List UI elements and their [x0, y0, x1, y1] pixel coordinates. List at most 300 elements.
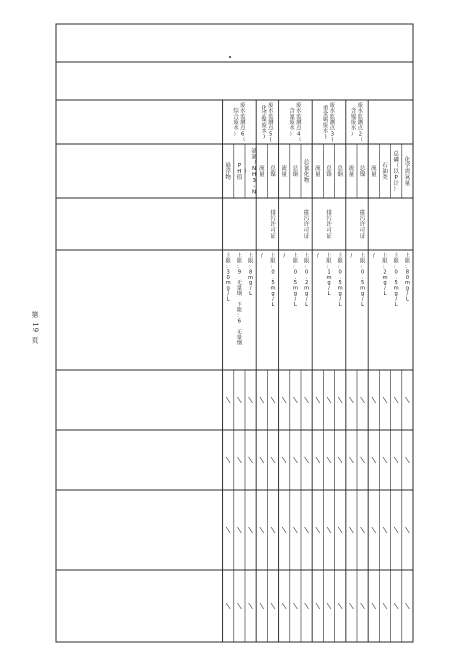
- cell-char: 废: [240, 102, 246, 109]
- cell-char: 废: [357, 102, 364, 109]
- cell-char: 0: [405, 274, 410, 281]
- item-text: [304, 158, 310, 184]
- limit-text: [360, 251, 366, 308]
- cell-char: 2: [383, 269, 387, 276]
- dash-mark: [349, 527, 353, 533]
- cell-char: ）: [244, 169, 250, 176]
- dash-mark: [405, 603, 409, 609]
- dash-mark: [394, 603, 398, 609]
- cell-char: 水: [233, 125, 239, 132]
- cell-char: 证: [326, 233, 332, 240]
- dash-mark: [249, 457, 253, 463]
- cell-char: 流: [258, 166, 265, 173]
- dash-mark: [282, 457, 286, 463]
- dash-mark: [405, 527, 409, 533]
- cell-char: 磷: [393, 157, 400, 164]
- dash-mark: [226, 457, 230, 463]
- cell-char: 0: [304, 269, 309, 276]
- cell-char: （: [296, 136, 302, 143]
- cell-char: /: [372, 252, 375, 259]
- cell-char: 学: [261, 111, 267, 118]
- cell-char: 3: [252, 177, 256, 184]
- item-text: [360, 164, 366, 178]
- dash-mark: [226, 397, 230, 403]
- dash-mark: [271, 397, 275, 403]
- cell-char: /: [384, 285, 386, 292]
- cell-char: 废: [289, 119, 295, 126]
- basis-text: [270, 208, 276, 240]
- cell-char: ）: [289, 131, 295, 138]
- cell-char: 8: [405, 269, 410, 276]
- cell-char: 总: [303, 160, 310, 167]
- cell-char: ：: [247, 263, 254, 270]
- dash-mark: [349, 603, 353, 609]
- cell-char: 水: [240, 108, 246, 115]
- cell-char: 以: [393, 169, 400, 176]
- cell-char: 物: [225, 174, 232, 181]
- cell-char: 类: [382, 174, 388, 181]
- cell-char: 9: [237, 269, 242, 276]
- dash-mark: [372, 457, 376, 463]
- limit-text: [293, 251, 299, 308]
- cell-char: 纲: [236, 291, 243, 298]
- cell-char: 镍: [270, 171, 276, 178]
- group-name-text: [233, 101, 246, 143]
- cell-char: m: [326, 274, 332, 281]
- limit-text: [351, 253, 353, 259]
- dash-mark: [394, 397, 398, 403]
- cell-char: L: [271, 302, 275, 309]
- dash-mark: [361, 603, 365, 609]
- cell-char: ：: [359, 263, 366, 270]
- cell-char: 上: [404, 252, 411, 259]
- cell-char: g: [405, 285, 410, 292]
- cell-char: 废: [322, 122, 329, 129]
- cell-char: 上: [382, 252, 388, 259]
- cell-char: 铜: [337, 171, 344, 178]
- cell-char: 重: [322, 105, 329, 112]
- dash-mark: [361, 397, 365, 403]
- cell-char: 监: [240, 114, 246, 121]
- cell-char: 化: [303, 171, 310, 178]
- cell-char: P: [394, 174, 398, 181]
- dash-mark: [237, 603, 241, 609]
- dash-mark: [327, 397, 331, 403]
- dash-mark: [316, 603, 320, 609]
- cell-char: 值: [236, 174, 243, 181]
- cell-char: H: [251, 171, 257, 178]
- cell-char: 限: [326, 258, 332, 265]
- cell-char: g: [271, 291, 275, 298]
- dash-mark: [383, 603, 387, 609]
- cell-char: m: [304, 285, 310, 292]
- cell-char: 综: [233, 108, 239, 115]
- cell-char: 测: [329, 119, 336, 126]
- cell-char: 3: [330, 131, 335, 138]
- cell-char: m: [292, 285, 298, 292]
- dash-mark: [282, 527, 286, 533]
- limit-text: [394, 251, 400, 308]
- limit-text: [382, 251, 388, 297]
- cell-char: 上: [359, 252, 366, 259]
- cell-char: N: [252, 189, 257, 196]
- cell-char: 量: [370, 171, 377, 178]
- cell-char: .: [305, 274, 308, 281]
- item-text: [371, 164, 377, 178]
- limit-text: [248, 251, 254, 297]
- cell-char: .: [395, 274, 398, 281]
- cell-char: 证: [359, 233, 366, 240]
- cell-char: 5: [394, 280, 398, 287]
- item-text: [315, 164, 321, 178]
- group-name-text: [261, 101, 274, 143]
- cell-char: 总: [359, 166, 366, 173]
- cell-char: ：: [382, 263, 388, 270]
- cell-char: 限: [247, 258, 254, 265]
- item-text: [244, 146, 257, 195]
- cell-char: ：: [236, 312, 243, 319]
- basis-text: [304, 208, 310, 240]
- cell-char: 污: [303, 216, 310, 223]
- cell-char: 测: [268, 119, 274, 126]
- cell-char: 证: [270, 233, 276, 240]
- cell-char: 可: [326, 227, 332, 234]
- dash-mark: [327, 527, 331, 533]
- cell-char: 排: [303, 210, 310, 217]
- cell-char: (: [331, 136, 334, 143]
- cell-char: 水: [329, 108, 336, 115]
- dash-mark: [405, 457, 409, 463]
- cell-char: L: [226, 296, 230, 303]
- cell-char: 限: [303, 258, 310, 265]
- cell-char: 量: [404, 180, 411, 187]
- cell-char: 废: [261, 122, 267, 129]
- cell-char: 总: [393, 151, 400, 158]
- dash-mark: [349, 397, 353, 403]
- cell-char: 流: [281, 166, 288, 173]
- cell-char: 限: [359, 258, 366, 265]
- dash-mark: [282, 397, 286, 403]
- item-text: [259, 164, 265, 178]
- cell-char: 氰: [303, 166, 310, 173]
- cell-char: 废: [233, 119, 239, 126]
- cell-char: 0: [293, 269, 298, 276]
- limit-text: [226, 251, 232, 303]
- cell-char: 0: [226, 274, 230, 281]
- cell-char: ：: [404, 263, 411, 270]
- cell-char: 上: [247, 252, 254, 259]
- cell-char: 6: [241, 131, 245, 138]
- cell-char: 总: [270, 166, 276, 173]
- cell-char: 限: [404, 258, 411, 265]
- cell-char: 流: [314, 166, 321, 173]
- dash-mark: [305, 603, 309, 609]
- dash-mark: [226, 603, 230, 609]
- cell-char: （: [251, 160, 257, 167]
- cell-char: L: [293, 302, 297, 309]
- cell-char: 排: [270, 210, 276, 217]
- cell-char: /: [272, 296, 274, 303]
- cell-char: 金: [322, 111, 329, 118]
- dash-mark: [271, 457, 275, 463]
- dash-mark: [260, 527, 264, 533]
- cell-char: g: [248, 280, 253, 287]
- cell-char: L: [338, 302, 342, 309]
- cell-char: 监: [268, 114, 274, 121]
- cell-char: ：: [337, 263, 343, 270]
- cell-char: ：: [225, 263, 231, 270]
- item-text: [270, 164, 276, 178]
- cell-char: 水: [296, 108, 302, 115]
- item-text: [293, 164, 299, 178]
- cell-char: 0: [338, 269, 342, 276]
- cell-char: 上: [326, 252, 332, 259]
- cell-char: (: [269, 136, 272, 143]
- cell-char: 2: [304, 280, 309, 287]
- dash-mark: [338, 527, 342, 533]
- cell-char: 总: [337, 166, 344, 173]
- cell-char: 点: [329, 125, 336, 132]
- cell-char: 氰: [289, 114, 295, 121]
- limit-text: [283, 253, 285, 259]
- cell-char: 悬: [225, 163, 232, 170]
- cell-char: 上: [270, 252, 276, 259]
- cell-char: 8: [248, 269, 253, 276]
- dash-mark: [293, 603, 297, 609]
- cell-char: 量: [236, 285, 243, 292]
- dash-mark: [271, 603, 275, 609]
- cell-char: 5: [269, 131, 273, 138]
- cell-char: 流: [348, 166, 355, 173]
- cell-char: g: [360, 291, 365, 298]
- cell-char: 限: [236, 307, 243, 314]
- cell-char: P: [237, 163, 242, 170]
- cell-char: 5: [271, 280, 275, 287]
- cell-char: 点: [240, 125, 246, 132]
- cell-char: 5: [338, 280, 342, 287]
- cell-char: L: [249, 291, 253, 298]
- dash-mark: [372, 397, 376, 403]
- cell-char: 排: [359, 210, 366, 217]
- cell-char: m: [393, 285, 399, 292]
- cell-char: 量: [314, 171, 321, 178]
- cell-char: 点: [268, 125, 274, 132]
- dash-mark: [361, 527, 365, 533]
- cell-char: /: [328, 285, 330, 292]
- cell-char: /: [294, 296, 297, 303]
- cell-char: 污: [326, 216, 332, 223]
- dash-mark: [249, 603, 253, 609]
- cell-char: 5: [293, 280, 298, 287]
- cell-char: 水: [357, 108, 364, 115]
- cell-char: 限: [270, 258, 276, 265]
- cell-char: 污: [270, 216, 276, 223]
- cell-char: 许: [303, 222, 310, 229]
- dash-mark: [327, 603, 331, 609]
- dash-mark: [405, 397, 409, 403]
- cell-char: 总: [292, 166, 299, 173]
- cell-char: N: [252, 166, 257, 173]
- cell-char: m: [248, 274, 254, 281]
- dash-mark: [327, 457, 331, 463]
- cell-char: L: [405, 296, 409, 303]
- cell-char: （: [240, 136, 246, 143]
- dash-mark: [226, 527, 230, 533]
- cell-char: L: [305, 302, 309, 309]
- cell-char: （: [393, 163, 400, 170]
- cell-char: 氨: [251, 148, 257, 155]
- cell-char: /: [339, 296, 342, 303]
- cell-char: 限: [292, 258, 299, 265]
- cell-char: 许: [270, 222, 276, 229]
- cell-char: 监: [296, 114, 302, 121]
- item-text: [349, 164, 355, 178]
- dash-mark: [260, 457, 264, 463]
- cell-char: 上: [303, 252, 310, 259]
- cell-char: 监: [357, 114, 364, 121]
- item-text: [382, 162, 388, 181]
- cell-char: 镍: [359, 171, 366, 178]
- page-number: 第 19 页: [31, 311, 39, 345]
- cell-char: /: [406, 291, 409, 298]
- dash-mark: [293, 397, 297, 403]
- cell-char: 许: [359, 222, 366, 229]
- dash-mark: [305, 527, 309, 533]
- cell-char: 水: [322, 128, 329, 135]
- cell-char: /: [350, 252, 353, 259]
- cell-char: 上: [337, 252, 343, 259]
- item-text: [225, 161, 231, 181]
- cell-char: g: [383, 280, 387, 287]
- cell-char: 2: [358, 131, 363, 138]
- cell-char: ): [262, 134, 266, 141]
- dash-mark: [372, 603, 376, 609]
- group-name-text: [289, 101, 302, 143]
- cell-char: ：: [236, 263, 243, 270]
- cell-char: m: [337, 285, 343, 292]
- dash-mark: [293, 457, 297, 463]
- cell-char: 废: [350, 119, 357, 126]
- cell-char: g: [226, 285, 230, 292]
- dash-mark: [338, 603, 342, 609]
- cell-char: 镍: [261, 117, 267, 124]
- cell-char: 点: [357, 125, 364, 132]
- cell-char: .: [272, 274, 274, 281]
- cell-char: 测: [357, 119, 364, 126]
- cell-char: /: [249, 285, 252, 292]
- cell-char: /: [361, 296, 364, 303]
- cell-char: /: [395, 296, 398, 303]
- cell-char: （: [357, 136, 364, 143]
- cell-char: 氧: [404, 174, 411, 181]
- cell-char: 4: [297, 131, 301, 138]
- cell-char: 上: [393, 252, 399, 259]
- limit-text: [317, 253, 319, 259]
- cell-char: 可: [270, 227, 276, 234]
- cell-char: 需: [404, 169, 411, 176]
- dash-mark: [237, 397, 241, 403]
- cell-char: 量: [281, 171, 288, 178]
- dash-mark: [394, 527, 398, 533]
- item-text: [393, 149, 399, 192]
- cell-char: 物: [303, 177, 310, 184]
- dash-mark: [361, 457, 365, 463]
- cell-char: g: [304, 291, 309, 298]
- dash-mark: [338, 397, 342, 403]
- cell-char: 量: [258, 171, 265, 178]
- item-text: [237, 163, 243, 181]
- cell-char: 证: [303, 233, 310, 240]
- cell-char: 水: [289, 125, 295, 132]
- cell-char: /: [227, 291, 230, 298]
- cell-char: 0: [271, 269, 275, 276]
- cell-char: .: [339, 274, 342, 281]
- cell-char: 限: [382, 258, 388, 265]
- cell-char: 0: [360, 269, 365, 276]
- group-name-text: [323, 101, 336, 143]
- cell-char: 流: [370, 166, 377, 173]
- dash-mark: [282, 603, 286, 609]
- cell-char: L: [361, 302, 365, 309]
- cell-char: L: [394, 302, 398, 309]
- cell-char: 废: [329, 102, 336, 109]
- cell-char: 水: [261, 128, 267, 135]
- dash-mark: [316, 397, 320, 403]
- dash-mark: [394, 457, 398, 463]
- cell-char: 无: [236, 329, 243, 336]
- dash-mark: [383, 457, 387, 463]
- cell-char: 上: [236, 252, 243, 259]
- cell-char: ：: [326, 263, 332, 270]
- item-text: [405, 155, 411, 187]
- cell-char: 合: [233, 114, 239, 121]
- item-text: [326, 164, 332, 178]
- cell-char: -: [253, 183, 256, 190]
- cell-char: L: [383, 291, 387, 298]
- cell-char: 石: [382, 163, 388, 170]
- cell-char: 属: [322, 117, 329, 124]
- cell-char: ): [324, 134, 327, 141]
- dash-mark: [293, 527, 297, 533]
- dash-mark: [237, 457, 241, 463]
- cell-char: 污: [359, 216, 366, 223]
- limit-text: [270, 251, 276, 308]
- cell-char: 学: [404, 163, 411, 170]
- cell-char: 0: [394, 269, 398, 276]
- cell-char: 量: [236, 334, 243, 341]
- cell-char: g: [394, 291, 398, 298]
- cell-char: g: [293, 291, 298, 298]
- cell-char: /: [305, 296, 308, 303]
- cell-char: 下: [236, 302, 243, 309]
- cell-char: 水: [350, 125, 357, 132]
- cell-char: ：: [270, 263, 276, 270]
- dash-mark: [305, 397, 309, 403]
- cell-char: 限: [393, 258, 399, 265]
- item-text: [337, 164, 343, 178]
- cell-char: 含: [289, 108, 295, 115]
- cell-char: ：: [393, 263, 399, 270]
- limit-text: [237, 251, 243, 346]
- cell-char: m: [270, 285, 276, 292]
- cell-char: 点: [296, 125, 302, 132]
- group-name-text: [351, 101, 364, 143]
- dash-mark: [349, 457, 353, 463]
- dash-mark: [316, 457, 320, 463]
- cell-char: 铜: [292, 171, 299, 178]
- limit-text: [338, 251, 344, 308]
- cell-char: m: [360, 285, 366, 292]
